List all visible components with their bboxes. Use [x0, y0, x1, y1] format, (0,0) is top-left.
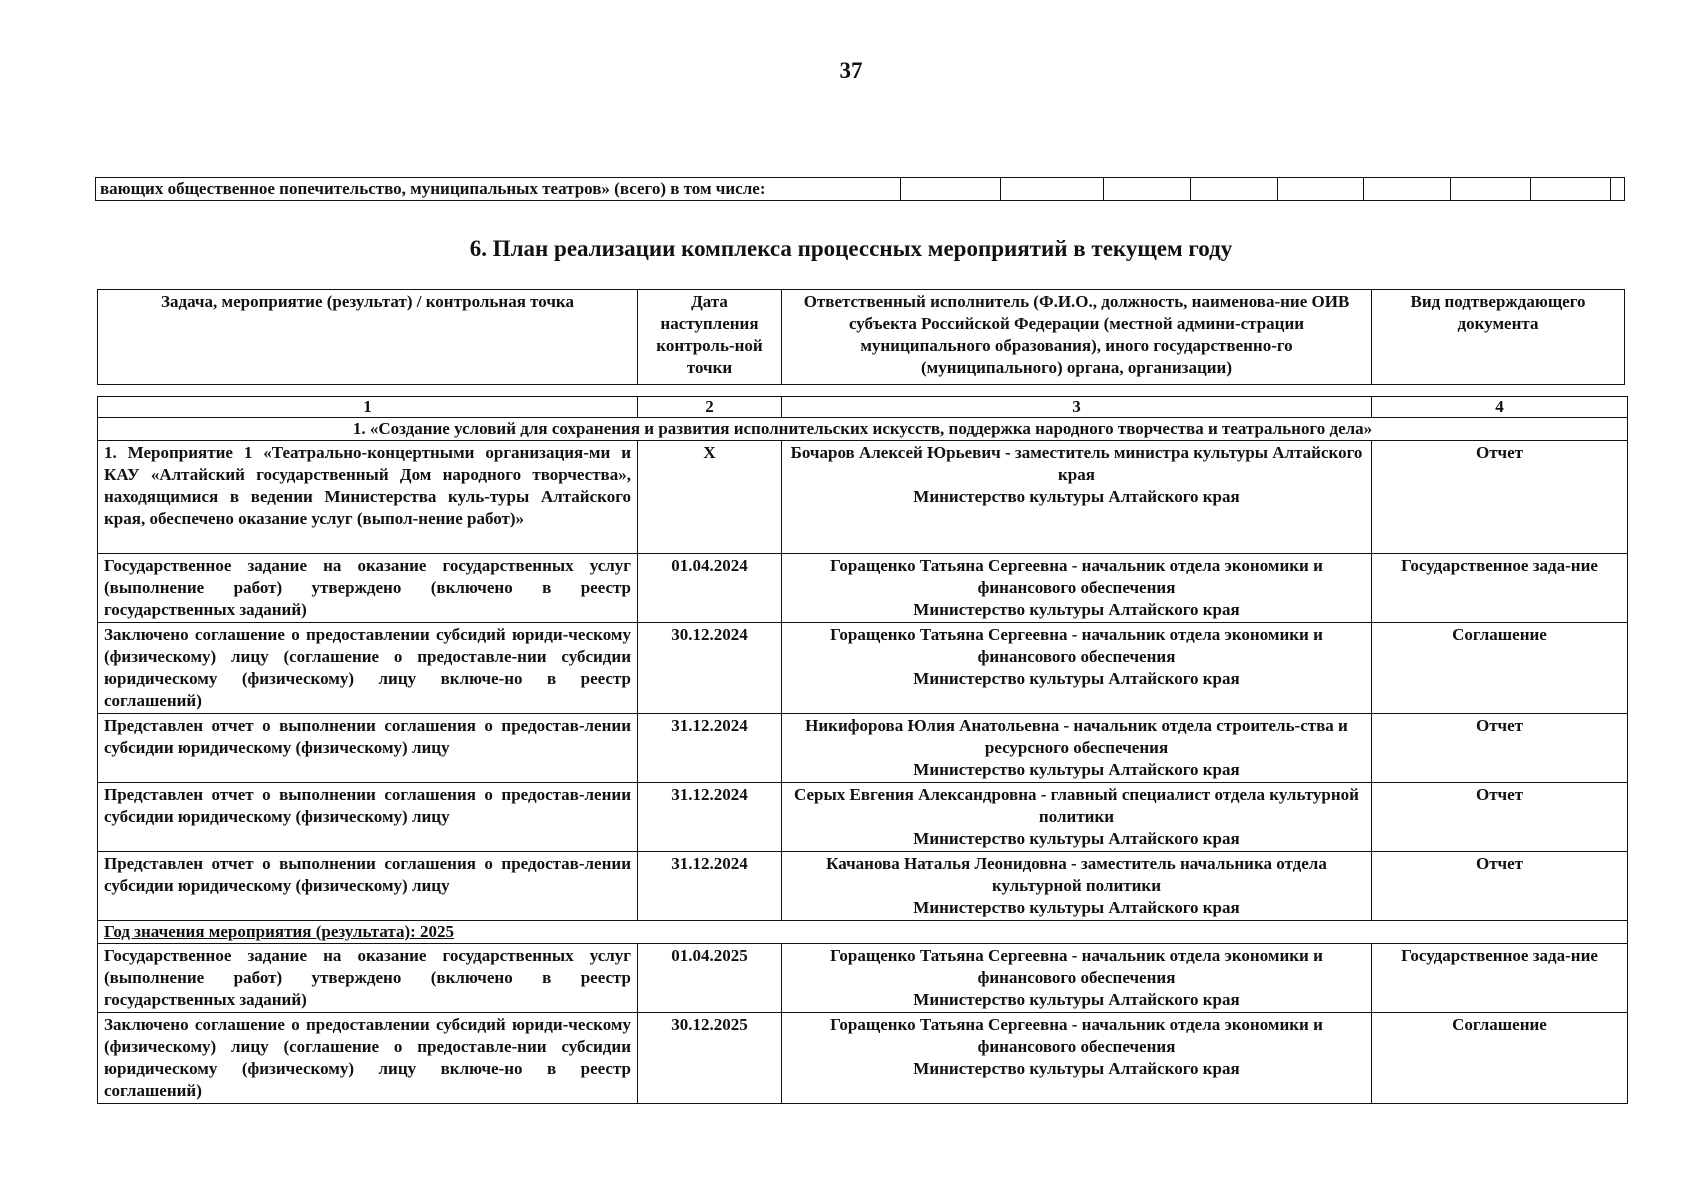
header-row	[98, 290, 1625, 385]
task-cell: Заключено соглашение о предоставлении субсидий юриди-ческому (физическому) лицу (соглашение о предоставле-нии субсидии юридическому (физическому) лицу включе-но в реестр соглашений)	[98, 623, 638, 714]
header-responsible: Ответственный исполнитель (Ф.И.О., должность, наименова-ние ОИВ субъекта Российской Федерации (местной админи-страции муниципального образования), иного государственно-го (муниципального) органа, организации)	[782, 290, 1372, 385]
responsible-person: Никифорова Юлия Анатольевна - начальник отдела строитель-ства и ресурсного обеспечения	[805, 716, 1348, 757]
table-row	[98, 623, 1628, 714]
document-cell: Отчет	[1372, 852, 1628, 921]
responsible-org: Министерство культуры Алтайского края	[913, 669, 1240, 688]
header-date: Дата наступления контроль-ной точки	[638, 290, 782, 385]
document-cell: Соглашение	[1372, 1013, 1628, 1104]
responsible-cell	[782, 783, 1372, 852]
section-heading: 1. «Создание условий для сохранения и развития исполнительских искусств, поддержка народного творчества и театрального дела»	[98, 418, 1628, 441]
section-title: 6. План реализации комплекса процессных мероприятий в текущем году	[469, 236, 1233, 261]
document-cell: Соглашение	[1372, 623, 1628, 714]
continuation-strip	[95, 177, 1625, 201]
column-number-row	[98, 397, 1628, 418]
date-cell: 30.12.2025	[638, 1013, 782, 1104]
plan-table-header	[97, 289, 1625, 385]
responsible-org: Министерство культуры Алтайского края	[913, 760, 1240, 779]
task-cell: Представлен отчет о выполнении соглашения о предостав-лении субсидии юридическому (физическому) лицу	[98, 783, 638, 852]
year-heading: Год значения мероприятия (результата): 2025	[98, 921, 1628, 944]
responsible-person: Горащенко Татьяна Сергеевна - начальник отдела экономики и финансового обеспечения	[830, 556, 1323, 597]
responsible-person: Горащенко Татьяна Сергеевна - начальник отдела экономики и финансового обеспечения	[830, 625, 1323, 666]
task-cell: Государственное задание на оказание государственных услуг (выполнение работ) утверждено (включено в реестр государственных заданий)	[98, 554, 638, 623]
responsible-org: Министерство культуры Алтайского края	[913, 829, 1240, 848]
strip-cell	[1001, 178, 1104, 200]
task-cell: Заключено соглашение о предоставлении субсидий юриди-ческому (физическому) лицу (соглашение о предоставле-нии субсидии юридическому (физическому) лицу включе-но в реестр соглашений)	[98, 1013, 638, 1104]
responsible-cell	[782, 852, 1372, 921]
responsible-org: Министерство культуры Алтайского края	[913, 898, 1240, 917]
plan-table	[97, 396, 1628, 1104]
responsible-person: Качанова Наталья Леонидовна - заместитель начальника отдела культурной политики	[826, 854, 1327, 895]
responsible-person: Горащенко Татьяна Сергеевна - начальник отдела экономики и финансового обеспечения	[830, 1015, 1323, 1056]
responsible-cell	[782, 554, 1372, 623]
year-heading-row	[98, 921, 1628, 944]
section-heading-row	[98, 418, 1628, 441]
date-cell: 31.12.2024	[638, 714, 782, 783]
column-number: 1	[98, 397, 638, 418]
responsible-org: Министерство культуры Алтайского края	[913, 487, 1240, 506]
page-number: 37	[839, 58, 863, 83]
table-row	[98, 714, 1628, 783]
responsible-cell	[782, 944, 1372, 1013]
date-cell: 31.12.2024	[638, 783, 782, 852]
date-cell: X	[638, 441, 782, 554]
table-row	[98, 852, 1628, 921]
strip-cell	[1278, 178, 1364, 200]
header-task: Задача, мероприятие (результат) / контрольная точка	[98, 290, 638, 385]
task-cell: Государственное задание на оказание государственных услуг (выполнение работ) утверждено (включено в реестр государственных заданий)	[98, 944, 638, 1013]
column-number: 3	[782, 397, 1372, 418]
header-document: Вид подтверждающего документа	[1372, 290, 1625, 385]
strip-cell	[1104, 178, 1191, 200]
table-row	[98, 554, 1628, 623]
strip-cell	[901, 178, 1001, 200]
responsible-cell	[782, 714, 1372, 783]
document-cell: Государственное зада-ние	[1372, 944, 1628, 1013]
strip-cell	[1611, 178, 1624, 200]
strip-cell	[1364, 178, 1451, 200]
document-cell: Отчет	[1372, 714, 1628, 783]
strip-cell	[1451, 178, 1531, 200]
table-row	[98, 441, 1628, 554]
responsible-org: Министерство культуры Алтайского края	[913, 990, 1240, 1009]
table-row	[98, 944, 1628, 1013]
responsible-person: Бочаров Алексей Юрьевич - заместитель министра культуры Алтайского края	[790, 443, 1363, 484]
table-row	[98, 1013, 1628, 1104]
responsible-org: Министерство культуры Алтайского края	[913, 1059, 1240, 1078]
responsible-cell	[782, 1013, 1372, 1104]
document-cell: Государственное зада-ние	[1372, 554, 1628, 623]
date-cell: 01.04.2025	[638, 944, 782, 1013]
task-cell: Представлен отчет о выполнении соглашения о предостав-лении субсидии юридическому (физическому) лицу	[98, 852, 638, 921]
responsible-cell	[782, 441, 1372, 554]
continuation-strip-text: вающих общественное попечительство, муниципальных театров» (всего) в том числе:	[96, 178, 901, 200]
table-row	[98, 783, 1628, 852]
strip-cell	[1531, 178, 1611, 200]
date-cell: 31.12.2024	[638, 852, 782, 921]
task-cell: Представлен отчет о выполнении соглашения о предостав-лении субсидии юридическому (физическому) лицу	[98, 714, 638, 783]
strip-cell	[1191, 178, 1278, 200]
date-cell: 01.04.2024	[638, 554, 782, 623]
responsible-person: Горащенко Татьяна Сергеевна - начальник отдела экономики и финансового обеспечения	[830, 946, 1323, 987]
task-cell: 1. Мероприятие 1 «Театрально-концертными организация-ми и КАУ «Алтайский государственный Дом народного творчества», находящимися в ведении Министерства куль-туры Алтайского края, обеспечено оказание услуг (выпол-нение работ)»	[98, 441, 638, 554]
responsible-org: Министерство культуры Алтайского края	[913, 600, 1240, 619]
document-cell: Отчет	[1372, 441, 1628, 554]
document-cell: Отчет	[1372, 783, 1628, 852]
date-cell: 30.12.2024	[638, 623, 782, 714]
column-number: 4	[1372, 397, 1628, 418]
column-number: 2	[638, 397, 782, 418]
responsible-person: Серых Евгения Александровна - главный специалист отдела культурной политики	[794, 785, 1359, 826]
responsible-cell	[782, 623, 1372, 714]
